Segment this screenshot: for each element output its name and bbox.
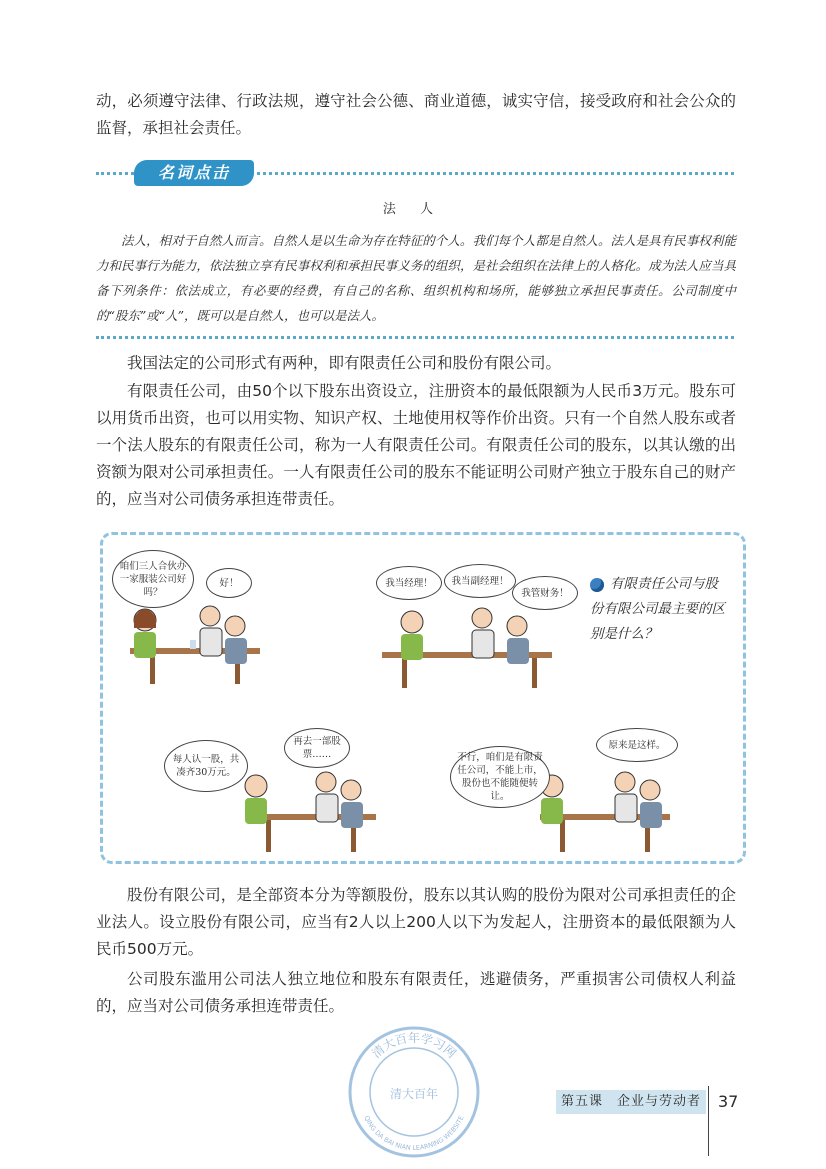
question-text: 有限责任公司与股份有限公司最主要的区别是什么？	[590, 576, 725, 642]
lesson-footer: 第五课 企业与劳动者	[556, 1090, 706, 1114]
speech-bubble-3: 我当经理！	[376, 566, 442, 600]
speech-bubble-8: 不行，咱们是有限责任公司，不能上市，股份也不能随便转让。	[450, 746, 550, 808]
seal-ring-text: 清大百年学习网	[369, 1031, 459, 1061]
speech-bubble-9: 原来是这样。	[596, 728, 678, 762]
speech-bubble-5: 我管财务！	[512, 576, 578, 610]
paragraph-abuse-liability: 公司股东滥用公司法人独立地位和股东有限责任，逃避债务，严重损害公司债权人利益的，应当对公司债务承担连带责任。	[96, 970, 736, 1015]
watermark-seal	[346, 1024, 482, 1160]
speech-bubble-4: 我当副经理！	[444, 564, 516, 598]
speech-bubble-1: 咱们三人合伙办一家服装公司好吗？	[112, 550, 194, 608]
footer-rule	[708, 1086, 709, 1156]
comic-panel-3	[226, 770, 386, 854]
paragraph-joint-stock: 股份有限公司，是全部资本分为等额股份，股东以其认购的股份为限对公司承担责任的企业法人。设立股份有限公司，应当有2人以上200人以下为发起人，注册资本的最低限额为人民币500万元。	[96, 886, 736, 958]
seal-center-text: 清大百年	[389, 1087, 439, 1101]
term-box-title: 法 人	[382, 202, 444, 217]
comic-panel-4	[530, 770, 680, 854]
question-icon	[590, 578, 604, 592]
paragraph-limited-liability: 有限责任公司，由50个以下股东出资设立，注册资本的最低限额为人民币3万元。股东可以用货币出资，也可以用实物、知识产权、土地使用权等作价出资。只有一个自然人股东或者一个法人股东的有限责任公司，称为一人有限责任公司。有限责任公司的股东，以其认缴的出资额为限对公司承担责任。一人有限责任公司的股东不能证明公司财产独立于股东自己的财产的，应当对公司债务承担连带责任。	[96, 382, 736, 508]
page-number: 37	[718, 1092, 739, 1111]
seal-ring-text-en: QING DA BAI NIAN LEARNING WEBSITE	[362, 1114, 466, 1153]
term-box-tag: 名词点击	[134, 160, 254, 186]
speech-bubble-2: 好！	[206, 568, 252, 598]
paragraph-continued: 动，必须遵守法律、行政法规，遵守社会公德、商业道德，诚实守信，接受政府和社会公众的监督，承担社会责任。	[96, 92, 736, 137]
comic-panel-2	[372, 596, 572, 690]
term-box-body: 法人，相对于自然人而言。自然人是以生命为存在特征的个人。我们每个人都是自然人。法人是具有民事权利能力和民事行为能力，依法独立享有民事权利和承担民事义务的组织，是社会组织在法律上的人格化。成为法人应当具备下列条件：依法成立，有必要的经费，有自己的名称、组织机构和场所，能够独立承担民事责任。公司制度中的“股东”或“人”，既可以是自然人，也可以是法人。	[96, 233, 736, 323]
paragraph-company-forms: 我国法定的公司形式有两种，即有限责任公司和股份有限公司。	[127, 354, 562, 372]
speech-bubble-6: 每人认一股，共凑齐30万元。	[164, 740, 248, 792]
speech-bubble-7: 再去一部股票……	[284, 728, 350, 768]
question-box	[590, 572, 730, 647]
term-box-bottom-divider	[96, 336, 734, 339]
